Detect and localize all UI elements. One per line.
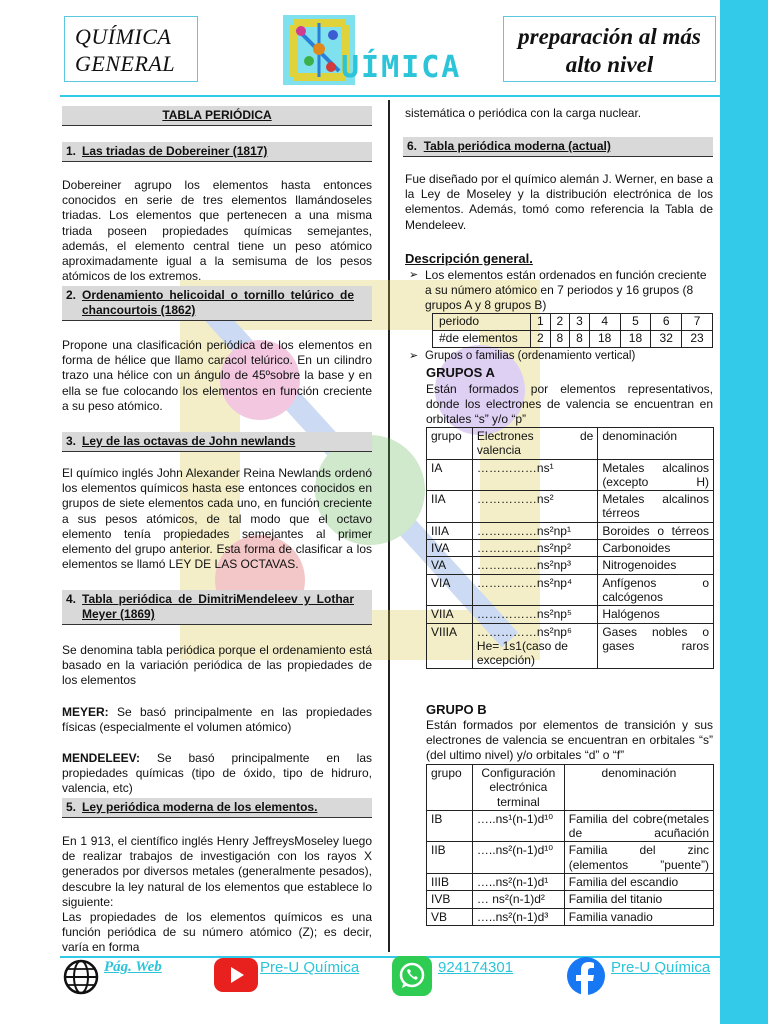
- config-cell: …..ns²(n-1)d¹⁰: [472, 842, 564, 874]
- name-cell: Nitrogenoides: [598, 557, 714, 574]
- valence-cell: ……………ns²np²: [472, 540, 597, 557]
- periods-table: [432, 313, 713, 348]
- name-cell: Familia del zinc (elementos ”puente”): [564, 842, 713, 874]
- name-cell: Gases nobles o gases raros: [598, 623, 714, 669]
- section-5-body-1: En 1 913, el científico inglés Henry JeffreysMoseley luego de realizar trabajos de investigación con los rayos X generados por diversos metales (generalmente pesados), descubre la ley natural de los elementos que establece lo siguiente:: [62, 834, 372, 909]
- group-cell: IIB: [427, 842, 473, 874]
- meyer-label: MEYER:: [62, 705, 109, 719]
- section-2-body: Propone una clasificación periódica de los elementos en forma de hélice que llamo caracol telúrico. En un cilindro trazo una hélice con un ángulo de 45ºsobre la base y en ella se fue colocando los elementos en función creciente a su peso atómico.: [62, 338, 372, 413]
- period-cell: 1: [531, 314, 551, 331]
- name-cell: Metales alcalinos (excepto H): [598, 459, 714, 491]
- name-cell: Anfígenos o calcógenos: [598, 574, 714, 606]
- header-cell: denominación: [598, 428, 714, 460]
- meyer-text: Se basó principalmente en las propiedades físicas (especialmente el volumen atómico): [62, 705, 372, 735]
- period-cell: 5: [620, 314, 651, 331]
- count-cell: 23: [682, 331, 713, 348]
- facebook-link[interactable]: Pre-U Química: [611, 959, 711, 976]
- section-1-title: Las triadas de Dobereiner (1817): [82, 144, 268, 158]
- group-cell: IB: [427, 810, 473, 842]
- section-4-number: 4.: [66, 592, 77, 606]
- section-2-header: [62, 286, 372, 321]
- web-link[interactable]: Pág. Web: [104, 959, 162, 975]
- table-row: [427, 491, 714, 523]
- table-header-row: [427, 428, 714, 460]
- section-3-number: 3.: [66, 434, 77, 448]
- section-1-header: [62, 142, 372, 162]
- facebook-icon[interactable]: [566, 956, 606, 996]
- group-b-description: Están formados por elementos de transición y sus electrones de valencia se encuentran en orbitales “s” (del ultimo nivel) y/o orbitales “d” o “f”: [426, 718, 713, 763]
- header-slogan-box: [503, 16, 716, 82]
- config-cell: … ns²(n-1)d²: [472, 891, 564, 908]
- period-cell: 6: [651, 314, 682, 331]
- group-cell: VB: [427, 908, 473, 925]
- section-6-number: 6.: [407, 139, 418, 153]
- section-1-body: Dobereiner agrupo los elementos hasta entonces conocidos en serie de tres elementos llamándoseles triadas. Los elementos que pertenecen a una misma triada poseen propiedades químicas semejantes, además, el elemento central tiene un peso atómico aproximadamente igual a la semisuma de los pesos atómicos de los extremos.: [62, 178, 372, 284]
- youtube-icon[interactable]: [214, 958, 258, 992]
- group-cell: IIIB: [427, 874, 473, 891]
- footer-divider: [60, 956, 720, 958]
- section-2-number: 2.: [66, 288, 77, 302]
- table-row: [427, 810, 714, 842]
- right-accent-bar: [720, 0, 768, 1024]
- group-cell: IIIA: [427, 522, 473, 539]
- name-cell: Boroides o térreos: [598, 522, 714, 539]
- count-cell: 18: [620, 331, 651, 348]
- period-cell: 7: [682, 314, 713, 331]
- name-cell: Halógenos: [598, 606, 714, 623]
- count-cell: 8: [570, 331, 590, 348]
- group-cell: IVB: [427, 891, 473, 908]
- config-cell: …..ns¹(n-1)d¹⁰: [472, 810, 564, 842]
- table-row: [427, 606, 714, 623]
- section-6-header: [403, 137, 713, 157]
- group-cell: IIA: [427, 491, 473, 523]
- header-subject-line2: GENERAL: [75, 51, 176, 76]
- header-cell: Electrones de valencia: [472, 428, 597, 460]
- section-5-header: [62, 798, 372, 818]
- whatsapp-number[interactable]: 924174301: [438, 959, 514, 976]
- valence-cell: ……………ns²: [472, 491, 597, 523]
- table-row: [427, 908, 714, 925]
- bullet-groups-families: ➢ Grupos o familias (ordenamiento vertical): [425, 349, 713, 364]
- table-row: [427, 842, 714, 874]
- group-cell: IA: [427, 459, 473, 491]
- name-cell: Metales alcalinos térreos: [598, 491, 714, 523]
- section-3-body: El químico inglés John Alexander Reina Newlands ordenó los elementos químicos hasta ese entonces conocidos en grupos de siete elementos cada uno, en función creciente a sus pesos atómicos, de tal modo que el octavo elemento tenía propiedades semejantes al primer elemento del grupo anterior. Esta forma de clasificar a los elementos se llamó LEY DE LAS OCTAVAS.: [62, 466, 372, 572]
- header-slogan-line2: alto nivel: [565, 52, 654, 77]
- name-cell: Familia del titanio: [564, 891, 713, 908]
- mendeleev-text: Se basó principalmente en las propiedades químicas (tipo de óxido, tipo de hidruro, valencia, etc): [62, 751, 372, 796]
- group-cell: VIIA: [427, 606, 473, 623]
- group-b-table: [426, 764, 714, 926]
- header-subject-line1: QUÍMICA: [75, 24, 172, 49]
- count-cell: 18: [589, 331, 620, 348]
- section-3-title: Ley de las octavas de John newlands: [82, 434, 296, 448]
- count-cell: 8: [550, 331, 570, 348]
- name-cell: Familia vanadio: [564, 908, 713, 925]
- mendeleev-label: MENDELEEV:: [62, 751, 141, 765]
- periods-row: [433, 314, 713, 331]
- groups-a-title: GRUPOS A: [426, 365, 495, 380]
- bullet-periods-groups: ➢ Los elementos están ordenados en función creciente a su número atómico en 7 periodos y 16 grupos (8 grupos A y 8 grupos B): [425, 268, 713, 313]
- valence-cell: ……………ns²np⁶ He= 1s1(caso de excepción): [472, 623, 597, 669]
- valence-cell: ……………ns²np⁵: [472, 606, 597, 623]
- valence-cell: ……………ns¹: [472, 459, 597, 491]
- count-cell: 32: [651, 331, 682, 348]
- valence-cell: ……………ns²np¹: [472, 522, 597, 539]
- section-5-title: Ley periódica moderna de los elementos.: [82, 800, 318, 814]
- youtube-link[interactable]: Pre-U Química: [260, 959, 360, 976]
- period-cell: 4: [589, 314, 620, 331]
- period-cell: 3: [570, 314, 590, 331]
- section-1-number: 1.: [66, 144, 77, 158]
- table-row: [427, 557, 714, 574]
- section-6-body: Fue diseñado por el químico alemán J. Werner, en base a la Ley de Moseley y la distribución electrónica de los elementos. Además, tomó como referencia la Tabla de Mendeleev.: [405, 172, 713, 232]
- element-count-row-label: #de elementos: [433, 331, 531, 348]
- header-cell: grupo: [427, 428, 473, 460]
- mendeleev-paragraph: [62, 751, 372, 797]
- section-2-title: Ordenamiento helicoidal o tornillo telúrico de chancourtois (1862): [82, 288, 354, 317]
- valence-cell: ……………ns²np⁴: [472, 574, 597, 606]
- table-row: [427, 522, 714, 539]
- header-cell: denominación: [564, 765, 713, 811]
- name-cell: Carbonoides: [598, 540, 714, 557]
- section-6-title: Tabla periódica moderna (actual): [423, 139, 611, 153]
- header-divider: [60, 95, 720, 97]
- table-header-row: [427, 765, 714, 811]
- globe-icon: [62, 958, 100, 996]
- table-row: [427, 891, 714, 908]
- name-cell: Familia del cobre(metales de acuñación: [564, 810, 713, 842]
- period-cell: 2: [550, 314, 570, 331]
- config-cell: …..ns²(n-1)d¹: [472, 874, 564, 891]
- name-cell: Familia del escandio: [564, 874, 713, 891]
- header-subject-box: [64, 16, 198, 82]
- group-b-title: GRUPO B: [426, 702, 487, 717]
- page-title-bar: [62, 106, 372, 126]
- group-cell: VIA: [427, 574, 473, 606]
- groups-a-description: Están formados por elementos representativos, donde los electrones de valencia se encuentran en orbitales “s” y/o “p”: [426, 382, 713, 427]
- periods-row-label: periodo: [433, 314, 531, 331]
- header-cell: grupo: [427, 765, 473, 811]
- table-row: [427, 459, 714, 491]
- section-4-body: Se denomina tabla periódica porque el ordenamiento está basado en la variación periódica de las propiedades de los elementos: [62, 643, 372, 688]
- whatsapp-icon[interactable]: [392, 956, 432, 996]
- section-5-continuation: sistemática o periódica con la carga nuclear.: [405, 106, 642, 120]
- valence-cell: ……………ns²np³: [472, 557, 597, 574]
- count-cell: 2: [531, 331, 551, 348]
- section-5-body-2: Las propiedades de los elementos químicos es una función periódica de su número atómico (Z); es decir, varía en forma: [62, 910, 372, 955]
- section-3-header: [62, 432, 372, 452]
- table-row: [427, 874, 714, 891]
- groups-a-table: [426, 427, 714, 669]
- meyer-paragraph: [62, 705, 372, 735]
- table-row: [427, 540, 714, 557]
- header-slogan-line1: preparación al más: [518, 24, 701, 49]
- element-count-row: [433, 331, 713, 348]
- group-cell: VA: [427, 557, 473, 574]
- table-row: [427, 574, 714, 606]
- description-title: Descripción general.: [405, 251, 533, 266]
- section-5-number: 5.: [66, 800, 77, 814]
- group-cell: IVA: [427, 540, 473, 557]
- logo-wordmark: UÍMICA: [341, 50, 462, 85]
- page-title: TABLA PERIÓDICA: [162, 108, 272, 122]
- section-4-header: [62, 590, 372, 625]
- header-cell: Configuración electrónica terminal: [472, 765, 564, 811]
- section-4-title: Tabla periódica de DimitriMendeleev y Lothar Meyer (1869): [82, 592, 354, 621]
- table-row: [427, 623, 714, 669]
- group-cell: VIIIA: [427, 623, 473, 669]
- config-cell: …..ns²(n-1)d³: [472, 908, 564, 925]
